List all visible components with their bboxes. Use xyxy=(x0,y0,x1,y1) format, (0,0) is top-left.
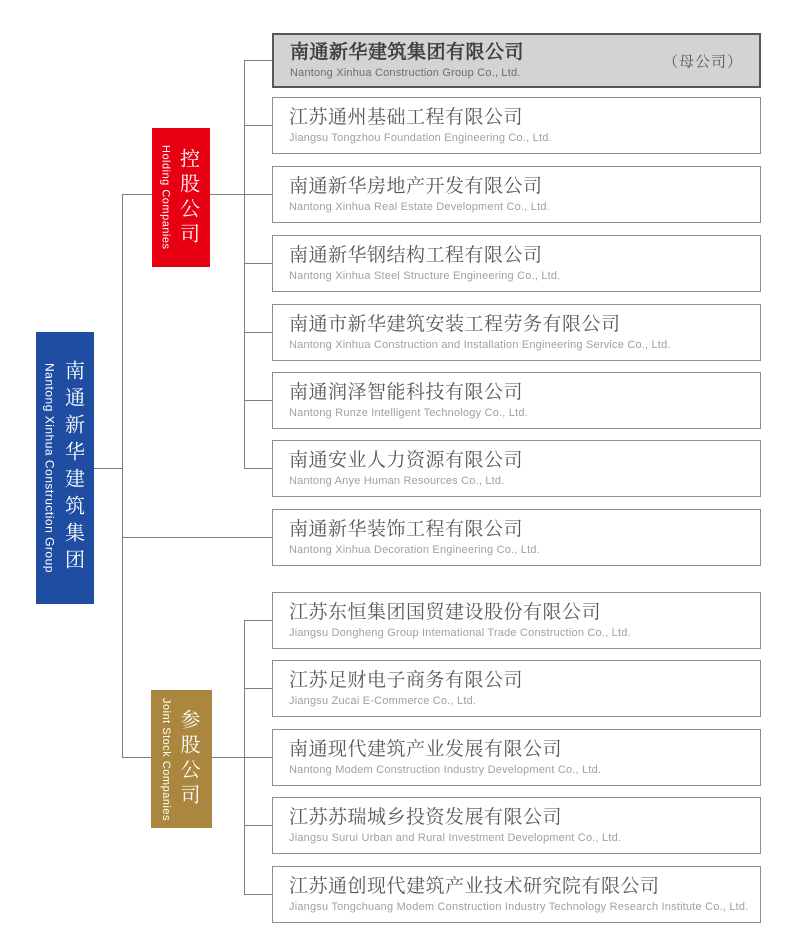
connector-stub xyxy=(244,620,272,621)
connector-stub xyxy=(244,825,272,826)
company-box xyxy=(272,166,761,223)
connector-trunk-root xyxy=(122,194,123,758)
company-name-cn: 南通新华建筑集团有限公司 xyxy=(290,41,525,63)
company-name-cn: 南通新华钢结构工程有限公司 xyxy=(289,244,543,266)
company-box-parent xyxy=(272,33,761,88)
company-name-cn: 江苏东恒集团国贸建设股份有限公司 xyxy=(289,601,602,623)
company-box xyxy=(272,797,761,854)
company-name-en: Nantong Xinhua Construction and Installation Engineering Service Co., Ltd. xyxy=(289,339,671,352)
connector-stub xyxy=(244,263,272,264)
connector-stub xyxy=(244,468,272,469)
connector-stub xyxy=(244,688,272,689)
holding-label-cn: 控股公司 xyxy=(176,147,199,248)
company-name-cn: 南通新华房地产开发有限公司 xyxy=(289,175,543,197)
company-name-cn: 江苏通州基础工程有限公司 xyxy=(289,106,524,128)
company-box xyxy=(272,660,761,717)
company-box xyxy=(272,97,761,154)
joint-label-cn: 参股公司 xyxy=(177,709,199,809)
company-name-en: Jiangsu Surui Urban and Rural Investment Development Co., Ltd. xyxy=(289,832,622,845)
company-box xyxy=(272,440,761,497)
root-group-name-cn: 南通新华建筑集团 xyxy=(61,360,84,576)
connector-stub xyxy=(244,60,272,61)
company-box xyxy=(272,304,761,361)
company-name-cn: 江苏足财电子商务有限公司 xyxy=(289,669,524,691)
company-name-en: Nantong Runze Intelligent Technology Co., Ltd. xyxy=(289,407,528,420)
company-name-cn: 江苏通创现代建筑产业技术研究院有限公司 xyxy=(289,875,660,897)
connector-stub xyxy=(244,125,272,126)
joint-stock-companies-label xyxy=(151,690,212,828)
company-name-en: Jiangsu Tongzhou Foundation Engineering Co., Ltd. xyxy=(289,132,552,145)
company-name-cn: 南通安业人力资源有限公司 xyxy=(289,449,524,471)
holding-companies-label xyxy=(152,128,210,267)
connector-decoration-stub xyxy=(122,537,272,538)
holding-label-en: Holding Companies xyxy=(159,145,172,250)
company-name-en: Nantong Xinhua Construction Group Co., Ltd. xyxy=(290,67,521,80)
company-name-en: Nantong Anye Human Resources Co., Ltd. xyxy=(289,475,505,488)
root-group-name-en: Nantong Xinhua Construction Group xyxy=(42,363,57,573)
company-name-en: Nantong Xinhua Decoration Engineering Co., Ltd. xyxy=(289,544,540,557)
company-name-cn: 江苏苏瑞城乡投资发展有限公司 xyxy=(289,806,563,828)
company-name-cn: 南通市新华建筑安装工程劳务有限公司 xyxy=(289,313,621,335)
company-name-en: Nantong Xinhua Steel Structure Engineering Co., Ltd. xyxy=(289,270,561,283)
company-name-en: Jiangsu Zucai E-Commerce Co., Ltd. xyxy=(289,695,477,708)
company-box xyxy=(272,729,761,786)
company-name-cn: 南通新华装饰工程有限公司 xyxy=(289,518,524,540)
connector-trunk-joint xyxy=(244,620,245,895)
company-name-cn: 南通润泽智能科技有限公司 xyxy=(289,381,524,403)
company-name-en: Nantong Xinhua Real Estate Development Co., Ltd. xyxy=(289,201,550,214)
connector-root-stub xyxy=(94,468,122,469)
company-box xyxy=(272,372,761,429)
connector-trunk-holding xyxy=(244,60,245,469)
connector-stub xyxy=(244,400,272,401)
root-group-label xyxy=(36,332,94,604)
company-box xyxy=(272,592,761,649)
joint-label-en: Joint Stock Companies xyxy=(160,697,172,821)
parent-company-note: （母公司） xyxy=(662,53,743,70)
connector-stub xyxy=(244,894,272,895)
company-name-en: Jiangsu Dongheng Group Intemational Trade Construction Co., Ltd. xyxy=(289,627,631,640)
company-box xyxy=(272,509,761,566)
company-name-cn: 南通现代建筑产业发展有限公司 xyxy=(289,738,563,760)
company-box xyxy=(272,235,761,292)
company-name-en: Nantong Modem Construction Industry Development Co., Ltd. xyxy=(289,764,602,777)
connector-stub xyxy=(244,332,272,333)
company-name-en: Jiangsu Tongchuang Modem Construction Industry Technology Research Institute Co., Ltd. xyxy=(289,901,749,914)
company-box xyxy=(272,866,761,923)
